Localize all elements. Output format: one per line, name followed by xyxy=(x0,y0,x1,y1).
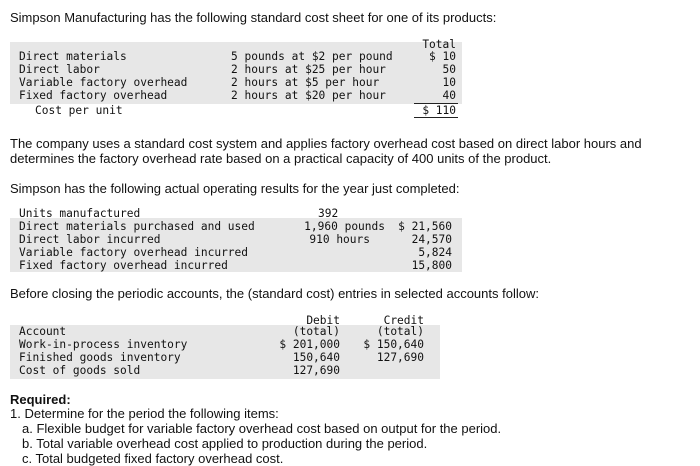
result-quantity: 1,960 pounds xyxy=(304,220,385,233)
result-label: Fixed factory overhead incurred xyxy=(19,259,228,272)
actual-results-table xyxy=(10,206,462,272)
table-row xyxy=(10,90,462,103)
cost-item-quantity: 5 pounds at $2 per pound xyxy=(231,50,393,63)
table-row xyxy=(10,365,440,378)
account-name: Finished goods inventory xyxy=(19,351,181,364)
journal-table xyxy=(10,313,440,379)
cost-per-unit-label: Cost per unit xyxy=(35,104,123,117)
debit-amount: 150,640 xyxy=(292,351,340,364)
cost-item-label: Fixed factory overhead xyxy=(19,89,168,102)
paragraph-text: Before closing the periodic accounts, the (standard cost) entries in selected accounts follow: xyxy=(10,286,539,301)
credit-amount: $ 150,640 xyxy=(363,338,424,351)
result-quantity: 392 xyxy=(318,207,339,220)
result-quantity: 910 hours xyxy=(309,233,370,246)
cost-per-unit-amount: $ 110 xyxy=(422,104,456,117)
required-sub-item: a. Flexible budget for variable factory overhead cost based on output for the period. xyxy=(22,421,502,436)
paragraph-line: The company uses a standard cost system and applies factory overhead cost based on direct labor hours and xyxy=(10,136,642,151)
total-underline xyxy=(414,117,458,118)
cost-item-label: Direct materials xyxy=(19,50,127,63)
required-sub-item: b. Total variable overhead cost applied to production during the period. xyxy=(22,436,428,451)
debit-header-sub: (total) xyxy=(292,325,340,338)
cost-item-label: Direct labor xyxy=(19,63,100,76)
cost-item-amount: 50 xyxy=(442,63,456,76)
account-name: Work-in-process inventory xyxy=(19,338,188,351)
total-row xyxy=(10,105,462,118)
cost-item-amount: 10 xyxy=(442,76,456,89)
account-name: Cost of goods sold xyxy=(19,364,141,377)
required-sub-item: c. Total budgeted fixed factory overhead cost. xyxy=(22,451,284,466)
cost-item-amount: $ 10 xyxy=(429,50,456,63)
result-amount: $ 21,560 xyxy=(398,220,452,233)
account-header: Account xyxy=(19,325,67,338)
result-amount: 24,570 xyxy=(411,233,452,246)
table-row xyxy=(10,260,462,273)
required-heading: Required: xyxy=(10,392,71,407)
paragraph-line: determines the factory overhead rate based on a practical capacity of 400 units of the product. xyxy=(10,151,552,166)
cost-item-quantity: 2 hours at $5 per hour xyxy=(231,76,380,89)
debit-amount: $ 201,000 xyxy=(279,338,340,351)
result-label: Variable factory overhead incurred xyxy=(19,246,249,259)
credit-header: Credit xyxy=(383,314,424,327)
total-column-header: Total xyxy=(422,38,456,51)
result-label: Units manufactured xyxy=(19,207,141,220)
debit-header: Debit xyxy=(306,314,340,327)
paragraph-text: Simpson has the following actual operating results for the year just completed: xyxy=(10,181,460,196)
result-amount: 5,824 xyxy=(418,246,452,259)
credit-header-sub: (total) xyxy=(376,325,424,338)
required-item: 1. Determine for the period the following items: xyxy=(10,406,279,421)
intro-text: Simpson Manufacturing has the following standard cost sheet for one of its products: xyxy=(10,10,497,25)
cost-item-label: Variable factory overhead xyxy=(19,76,188,89)
result-label: Direct materials purchased and used xyxy=(19,220,255,233)
cost-item-quantity: 2 hours at $20 per hour xyxy=(231,89,386,102)
debit-amount: 127,690 xyxy=(292,364,340,377)
result-label: Direct labor incurred xyxy=(19,233,161,246)
result-amount: 15,800 xyxy=(411,259,452,272)
cost-item-quantity: 2 hours at $25 per hour xyxy=(231,63,386,76)
standard-cost-sheet xyxy=(10,38,462,118)
credit-amount: 127,690 xyxy=(376,351,424,364)
cost-item-amount: 40 xyxy=(442,89,456,102)
